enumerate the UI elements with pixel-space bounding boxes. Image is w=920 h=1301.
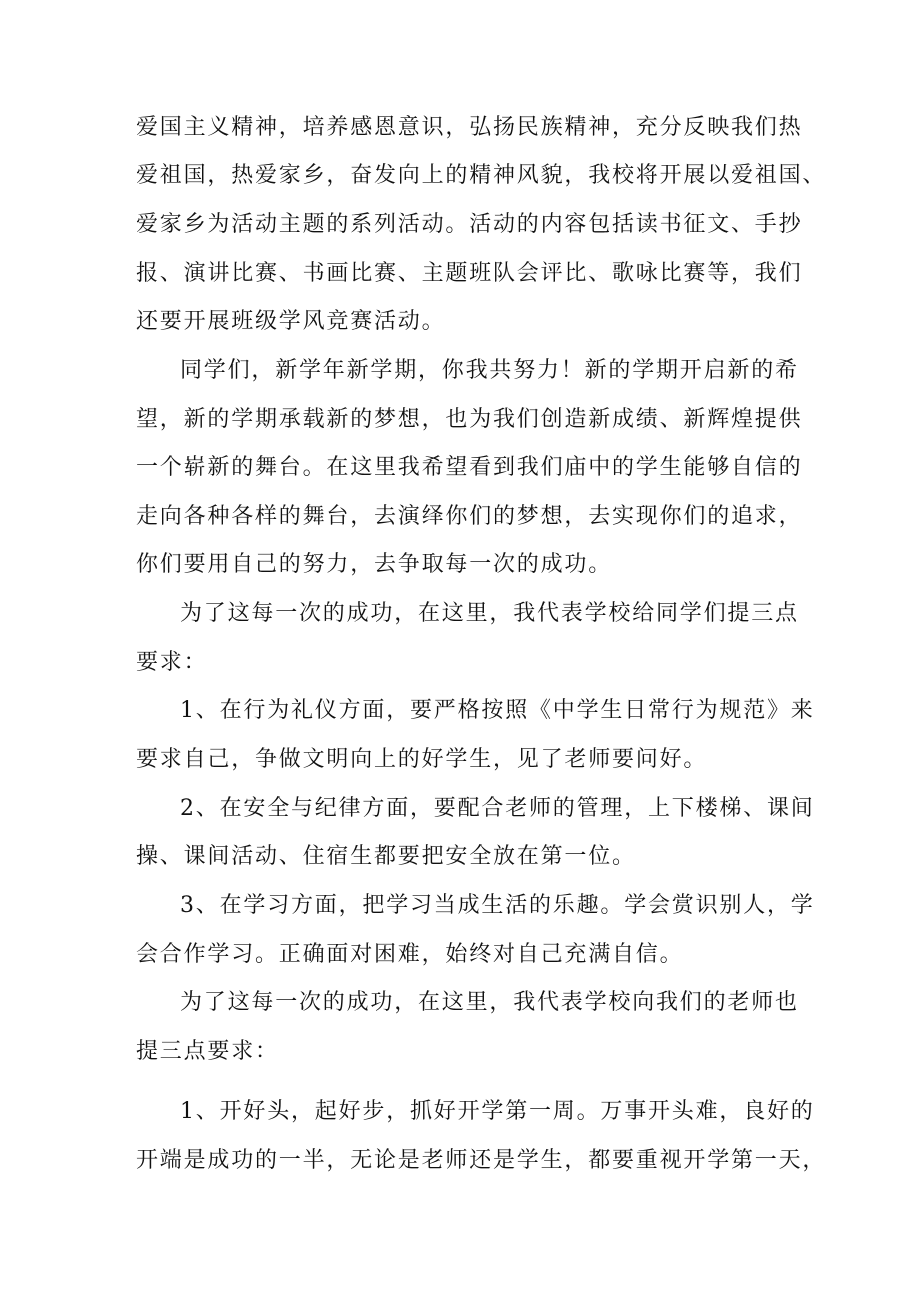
- paragraph-first-line: 同学们，新学年新学期，你我共努力！新的学期开启新的希: [180, 358, 799, 383]
- paragraph-first-line: 为了这每一次的成功，在这里，我代表学校向我们的老师也: [180, 990, 799, 1015]
- list-item-line: 1、在行为礼仪方面，要严格按照《中学生日常行为规范》来: [180, 698, 815, 723]
- text-line: 要求：: [136, 650, 208, 675]
- text-line: 望，新的学期承载新的梦想，也为我们创造新成绩、新辉煌提供: [136, 407, 803, 432]
- list-item-line: 3、在学习方面，把学习当成生活的乐趣。学会赏识别人，学: [180, 893, 815, 918]
- text-line: 开端是成功的一半，无论是老师还是学生，都要重视开学第一天，: [136, 1148, 827, 1173]
- list-item-line: 2、在安全与纪律方面，要配合老师的管理，上下楼梯、课间: [180, 796, 815, 821]
- text-line: 还要开展班级学风竞赛活动。: [136, 309, 446, 334]
- text-line: 爱国主义精神，培养感恩意识，弘扬民族精神，充分反映我们热: [136, 115, 803, 140]
- text-line: 要求自己，争做文明向上的好学生，见了老师要问好。: [136, 747, 708, 772]
- list-item-line: 1、开好头，起好步，抓好开学第一周。万事开头难，良好的: [180, 1099, 815, 1124]
- text-line: 报、演讲比赛、书画比赛、主题班队会评比、歌咏比赛等，我们: [136, 261, 803, 286]
- text-line: 你们要用自己的努力，去争取每一次的成功。: [136, 552, 613, 577]
- text-line: 会合作学习。正确面对困难，始终对自己充满自信。: [136, 942, 684, 967]
- text-line: 提三点要求：: [136, 1039, 279, 1064]
- text-line: 操、课间活动、住宿生都要把安全放在第一位。: [136, 844, 636, 869]
- paragraph-first-line: 为了这每一次的成功，在这里，我代表学校给同学们提三点: [180, 601, 799, 626]
- text-line: 走向各种各样的舞台，去演绎你们的梦想，去实现你们的追求，: [136, 504, 803, 529]
- text-line: 爱祖国，热爱家乡，奋发向上的精神风貌，我校将开展以爱祖国、: [136, 163, 827, 188]
- text-line: 爱家乡为活动主题的系列活动。活动的内容包括读书征文、手抄: [136, 212, 803, 237]
- text-line: 一个崭新的舞台。在这里我希望看到我们庙中的学生能够自信的: [136, 455, 803, 480]
